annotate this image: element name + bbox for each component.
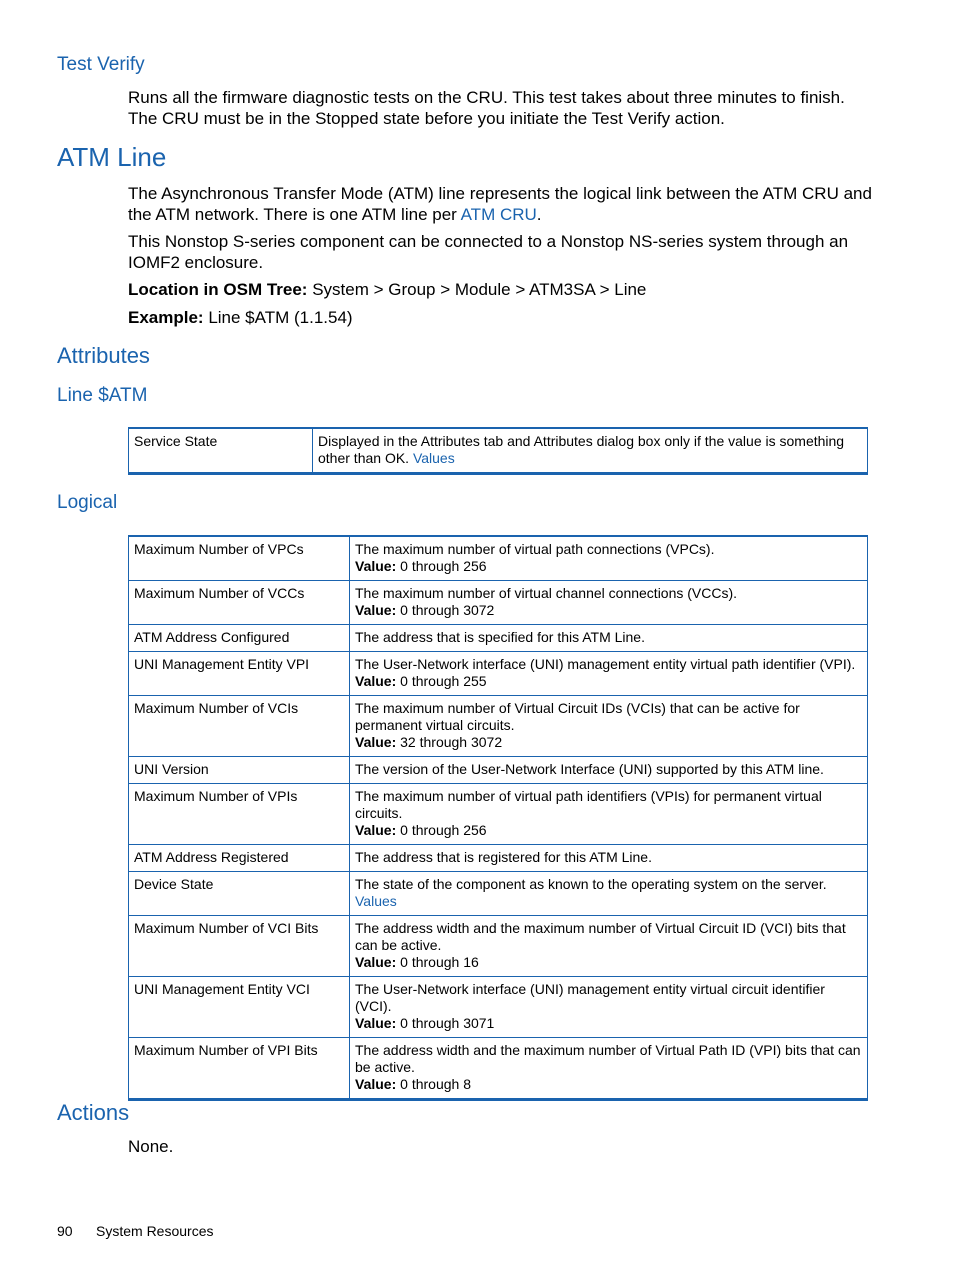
page-number: 90 (57, 1223, 73, 1239)
attribute-desc (313, 428, 868, 474)
attribute-desc (350, 872, 868, 916)
value-range: 32 through 3072 (396, 734, 503, 750)
test-verify-text: Runs all the firmware diagnostic tests on the CRU. This test takes about three minutes to finish. The CRU must be in the Stopped state before you initiate the Test Verify action. (128, 88, 845, 128)
location-label: Location in OSM Tree: (128, 280, 308, 299)
attribute-desc-text: The state of the component as known to the operating system on the server. (355, 876, 827, 892)
attribute-desc (350, 845, 868, 872)
attribute-name: UNI Management Entity VCI (129, 977, 350, 1038)
table-row (129, 625, 868, 652)
attribute-desc (350, 757, 868, 784)
values-link[interactable]: Values (355, 893, 397, 909)
attribute-desc (350, 536, 868, 581)
attribute-desc-text: The User-Network interface (UNI) management entity virtual circuit identifier (VCI). (355, 981, 825, 1014)
table-row (129, 757, 868, 784)
actions-text: None. (128, 1137, 174, 1156)
attribute-desc-text: The User-Network interface (UNI) management entity virtual path identifier (VPI). (355, 656, 856, 672)
attribute-desc-text: The version of the User-Network Interface (UNI) supported by this ATM line. (355, 761, 824, 777)
value-label: Value: (355, 734, 397, 750)
logical-heading: Logical (57, 492, 118, 513)
value-label: Value: (355, 558, 397, 574)
attribute-desc (350, 625, 868, 652)
atm-cru-link[interactable]: ATM CRU (460, 205, 537, 224)
attribute-name: ATM Address Registered (129, 845, 350, 872)
value-label: Value: (355, 954, 397, 970)
attribute-value (355, 558, 862, 575)
table-row (129, 696, 868, 757)
attribute-desc-text: The maximum number of virtual path connections (VPCs). (355, 541, 715, 557)
value-range: 0 through 8 (396, 1076, 471, 1092)
attribute-name: Service State (129, 428, 313, 474)
table-row (129, 536, 868, 581)
attribute-name: Maximum Number of VCIs (129, 696, 350, 757)
attributes-heading: Attributes (57, 343, 150, 368)
table-row (129, 872, 868, 916)
attribute-name: Maximum Number of VPIs (129, 784, 350, 845)
value-label: Value: (355, 1015, 397, 1031)
values-link[interactable]: Values (412, 450, 455, 466)
value-range: 0 through 16 (396, 954, 479, 970)
table-row (129, 581, 868, 625)
attribute-name: ATM Address Configured (129, 625, 350, 652)
value-range: 0 through 255 (396, 673, 487, 689)
attribute-name: Maximum Number of VCCs (129, 581, 350, 625)
value-label: Value: (355, 673, 397, 689)
test-verify-heading: Test Verify (57, 54, 145, 75)
attribute-value (355, 734, 862, 751)
attribute-desc (350, 581, 868, 625)
attribute-desc-text: The address that is specified for this ATM Line. (355, 629, 645, 645)
attribute-desc-text: The maximum number of Virtual Circuit IDs (VCIs) that can be active for permanent virtual circuits. (355, 700, 800, 733)
attribute-desc (350, 1038, 868, 1100)
attribute-name: UNI Management Entity VPI (129, 652, 350, 696)
value-label: Value: (355, 602, 397, 618)
atm-line-para1-end: . (536, 205, 542, 224)
line-atm-subheading: Line $ATM (57, 385, 148, 406)
table-row (129, 428, 868, 474)
attribute-desc (350, 652, 868, 696)
attribute-name: UNI Version (129, 757, 350, 784)
table-row (129, 845, 868, 872)
attribute-desc (350, 784, 868, 845)
value-label: Value: (355, 1076, 397, 1092)
value-range: 0 through 3071 (396, 1015, 495, 1031)
logical-table (128, 535, 868, 1101)
attributes-table (128, 427, 868, 475)
value-range: 0 through 256 (396, 822, 487, 838)
footer-section-title: System Resources (96, 1223, 214, 1239)
attribute-value (355, 1076, 862, 1093)
example-line (128, 307, 873, 328)
location-in-osm-tree (128, 279, 873, 300)
attribute-desc-text: The address width and the maximum number of Virtual Path ID (VPI) bits that can be active. (355, 1042, 861, 1075)
attribute-name: Maximum Number of VPI Bits (129, 1038, 350, 1100)
value-range: 0 through 256 (396, 558, 487, 574)
actions-heading: Actions (57, 1100, 130, 1125)
value-range: 0 through 3072 (396, 602, 495, 618)
attribute-value (355, 1015, 862, 1032)
example-label: Example: (128, 308, 204, 327)
attribute-name: Maximum Number of VCI Bits (129, 916, 350, 977)
table-row (129, 916, 868, 977)
attribute-desc-text: Displayed in the Attributes tab and Attributes dialog box only if the value is something other than OK. (318, 433, 845, 466)
atm-line-para2: This Nonstop S-series component can be connected to a Nonstop NS-series system through an IOMF2 enclosure. (128, 232, 849, 272)
attribute-desc-text: The address that is registered for this ATM Line. (355, 849, 652, 865)
table-row (129, 977, 868, 1038)
attribute-value (355, 954, 862, 971)
atm-line-para1 (128, 183, 873, 225)
value-label: Value: (355, 822, 397, 838)
attribute-name: Maximum Number of VPCs (129, 536, 350, 581)
location-value: System > Group > Module > ATM3SA > Line (307, 280, 647, 299)
atm-line-para1-text: The Asynchronous Transfer Mode (ATM) line represents the logical link between the ATM CRU and the ATM network. There is one ATM line per (128, 184, 872, 224)
attribute-value (355, 673, 862, 690)
attribute-desc-text: The maximum number of virtual channel connections (VCCs). (355, 585, 738, 601)
attribute-desc (350, 696, 868, 757)
example-value: Line $ATM (1.1.54) (203, 308, 353, 327)
attribute-desc (350, 916, 868, 977)
table-row (129, 652, 868, 696)
attribute-value (355, 822, 862, 839)
table-row (129, 1038, 868, 1100)
attribute-desc-text: The address width and the maximum number of Virtual Circuit ID (VCI) bits that can be active. (355, 920, 846, 953)
atm-line-heading: ATM Line (57, 142, 167, 172)
attribute-value (355, 602, 862, 619)
attribute-name: Device State (129, 872, 350, 916)
attribute-desc (350, 977, 868, 1038)
attribute-desc-text: The maximum number of virtual path identifiers (VPIs) for permanent virtual circuits. (355, 788, 822, 821)
table-row (129, 784, 868, 845)
